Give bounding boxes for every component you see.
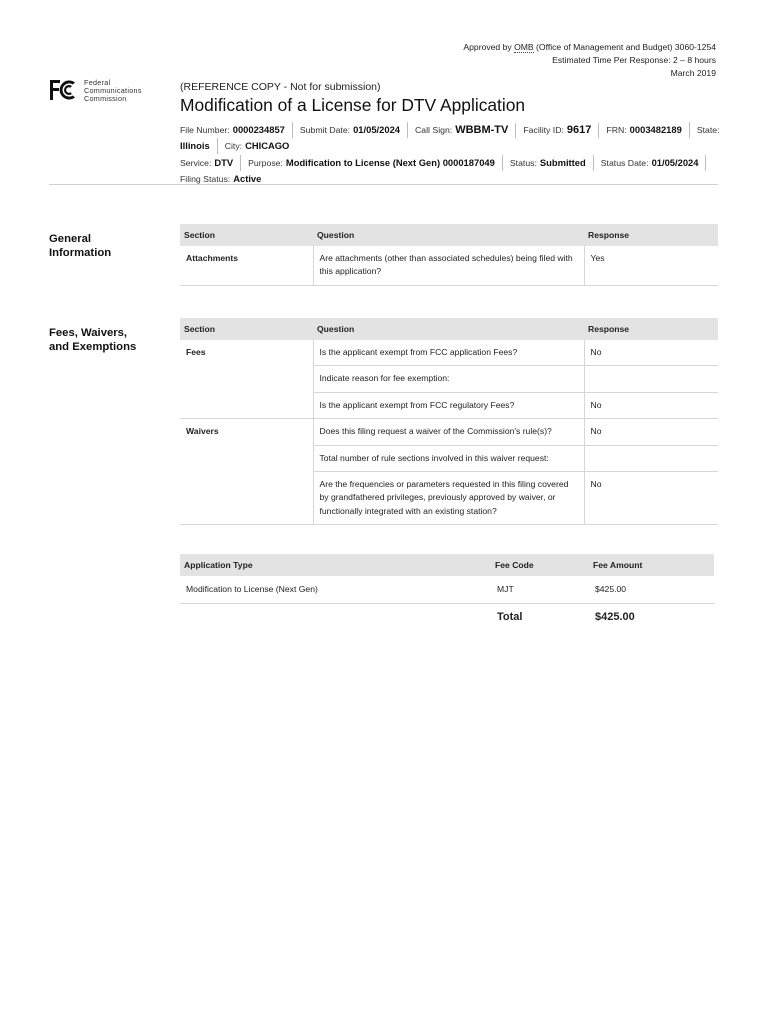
row-response: [584, 366, 718, 392]
filing-metadata: [180, 122, 720, 187]
fees-waivers-table: [180, 318, 718, 525]
agency-line-3: Commission: [84, 94, 127, 104]
fcc-logo: [48, 78, 142, 104]
omb-date: March 2019: [670, 68, 716, 79]
meta-submit-date: Submit Date: 01/05/2024: [293, 122, 408, 138]
agency-line-2: Communications: [84, 86, 142, 96]
row-question: Are attachments (other than associated schedules) being filed with this application?: [313, 246, 584, 285]
table-row: [180, 366, 718, 392]
column-header: Fee Amount: [589, 554, 714, 576]
row-response: [584, 445, 718, 471]
row-question: Indicate reason for fee exemption:: [313, 366, 584, 392]
meta-state-label: State:: [696, 125, 720, 135]
total-label: Total: [497, 611, 523, 624]
column-header: Question: [313, 224, 584, 246]
row-section: Fees: [186, 347, 206, 357]
row-response: Yes: [584, 246, 718, 285]
meta-file-number: File Number: 0000234857: [180, 122, 293, 138]
omb-abbr[interactable]: OMB: [514, 42, 534, 52]
row-response: No: [584, 419, 718, 445]
row-question: Is the applicant exempt from FCC application Fees?: [313, 340, 584, 366]
reference-copy-note: (REFERENCE COPY - Not for submission): [180, 81, 381, 93]
meta-line-3: [180, 155, 720, 171]
meta-state: Illinois: [180, 138, 218, 154]
omb-notice: [463, 41, 716, 81]
total-amount: $425.00: [595, 611, 635, 624]
table-row: [180, 445, 718, 471]
total-row: [180, 604, 714, 632]
section-label-fees: Fees, Waivers, and Exemptions: [49, 327, 137, 353]
row-section: Waivers: [186, 426, 219, 437]
table-row: [180, 392, 718, 418]
omb-prefix: Approved by: [463, 42, 512, 52]
column-header: Response: [584, 224, 718, 246]
row-application-type: Modification to License (Next Gen): [180, 576, 491, 604]
table-header-row: [180, 318, 718, 340]
row-question: Is the applicant exempt from FCC regulatory Fees?: [313, 392, 584, 418]
table-header-row: [180, 554, 714, 576]
section-label-general: General Information: [49, 233, 112, 259]
fcc-logo-mark: [48, 78, 78, 102]
row-section: [180, 392, 313, 418]
meta-status: Status: Submitted: [503, 155, 594, 171]
agency-line-1: Federal: [84, 78, 111, 87]
header-divider: [49, 184, 718, 185]
table-row: [180, 576, 714, 604]
row-response: No: [584, 472, 718, 525]
column-header: Application Type: [180, 554, 491, 576]
row-section: Attachments: [180, 246, 313, 285]
meta-frn: FRN: 0003482189: [599, 122, 689, 138]
column-header: Section: [180, 224, 313, 246]
row-response: No: [584, 392, 718, 418]
omb-time: Estimated Time Per Response: 2 – 8 hours: [552, 55, 716, 66]
meta-filing-status: Filing Status: Active: [180, 173, 262, 184]
table-header-row: [180, 224, 718, 246]
general-info-table: [180, 224, 718, 286]
table-row: [180, 419, 718, 445]
meta-line-2: [180, 138, 720, 154]
row-response: No: [584, 340, 718, 366]
meta-city: City: CHICAGO: [224, 140, 290, 151]
column-header: Question: [313, 318, 584, 340]
agency-name: [84, 79, 142, 104]
meta-line-1: [180, 122, 720, 138]
row-question: Does this filing request a waiver of the Commission's rule(s)?: [313, 419, 584, 445]
column-header: Section: [180, 318, 313, 340]
meta-service: Service: DTV: [180, 155, 241, 171]
meta-call-sign: Call Sign: WBBM-TV: [408, 123, 516, 138]
row-question: Total number of rule sections involved in this waiver request:: [313, 445, 584, 471]
omb-suffix: (Office of Management and Budget) 3060-1254: [536, 42, 716, 52]
page-title: Modification of a License for DTV Application: [180, 95, 526, 115]
total-spacer: [180, 604, 491, 632]
row-section: [180, 366, 313, 392]
meta-status-date: Status Date: 01/05/2024: [594, 155, 707, 171]
table-row: [180, 340, 718, 366]
table-row: [180, 246, 718, 285]
fee-summary-table: [180, 554, 714, 632]
column-header: Response: [584, 318, 718, 340]
row-fee-amount: $425.00: [589, 576, 714, 604]
meta-facility-id: Facility ID: 9617: [516, 123, 599, 138]
column-header: Fee Code: [491, 554, 589, 576]
row-fee-code: MJT: [491, 576, 589, 604]
row-section: [180, 472, 313, 525]
row-question: Are the frequencies or parameters requested in this filing covered by grandfathered privileges, previously approved by waiver, or functionally integrated with an existing station?: [313, 472, 584, 525]
row-section: [180, 445, 313, 471]
table-row: [180, 472, 718, 525]
meta-purpose: Purpose: Modification to License (Next Gen) 0000187049: [241, 155, 503, 171]
